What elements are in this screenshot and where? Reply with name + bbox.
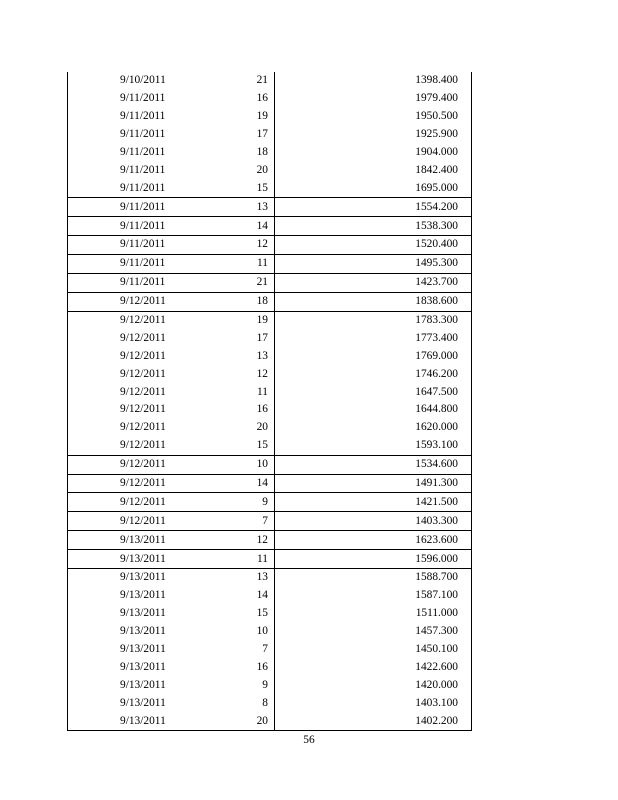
number-cell: 18 <box>218 144 275 162</box>
value-cell: 1495.300 <box>275 254 472 273</box>
date-cell: 9/12/2011 <box>68 311 218 329</box>
date-cell: 9/12/2011 <box>68 512 218 531</box>
value-cell: 1587.100 <box>275 587 472 605</box>
table-row <box>68 254 472 273</box>
table-row <box>68 694 472 712</box>
number-cell: 13 <box>218 198 275 217</box>
value-cell: 1511.000 <box>275 605 472 623</box>
value-cell: 1422.600 <box>275 659 472 677</box>
value-cell: 1773.400 <box>275 329 472 347</box>
value-cell: 1904.000 <box>275 144 472 162</box>
date-cell: 9/11/2011 <box>68 273 218 292</box>
number-cell: 19 <box>218 108 275 126</box>
table-row <box>68 198 472 217</box>
value-cell: 1647.500 <box>275 383 472 401</box>
number-cell: 11 <box>218 254 275 273</box>
date-cell: 9/13/2011 <box>68 694 218 712</box>
table-row <box>68 144 472 162</box>
date-cell: 9/13/2011 <box>68 623 218 641</box>
table-row <box>68 108 472 126</box>
number-cell: 16 <box>218 659 275 677</box>
date-cell: 9/11/2011 <box>68 254 218 273</box>
table-row <box>68 569 472 587</box>
date-cell: 9/12/2011 <box>68 401 218 419</box>
date-cell: 9/12/2011 <box>68 493 218 512</box>
date-cell: 9/13/2011 <box>68 676 218 694</box>
number-cell: 17 <box>218 126 275 144</box>
date-cell: 9/12/2011 <box>68 292 218 311</box>
number-cell: 14 <box>218 217 275 236</box>
date-cell: 9/12/2011 <box>68 347 218 365</box>
date-cell: 9/11/2011 <box>68 217 218 236</box>
value-cell: 1520.400 <box>275 236 472 255</box>
table-row <box>68 641 472 659</box>
value-cell: 1420.000 <box>275 676 472 694</box>
number-cell: 10 <box>218 455 275 474</box>
number-cell: 18 <box>218 292 275 311</box>
date-cell: 9/13/2011 <box>68 605 218 623</box>
value-cell: 1950.500 <box>275 108 472 126</box>
table-row <box>68 512 472 531</box>
value-cell: 1538.300 <box>275 217 472 236</box>
number-cell: 15 <box>218 437 275 455</box>
date-cell: 9/12/2011 <box>68 474 218 493</box>
value-cell: 1842.400 <box>275 161 472 179</box>
table-row <box>68 217 472 236</box>
date-cell: 9/11/2011 <box>68 161 218 179</box>
value-cell: 1450.100 <box>275 641 472 659</box>
date-cell: 9/11/2011 <box>68 179 218 197</box>
date-cell: 9/13/2011 <box>68 712 218 730</box>
data-table <box>67 72 472 731</box>
date-cell: 9/12/2011 <box>68 383 218 401</box>
date-cell: 9/13/2011 <box>68 531 218 550</box>
value-cell: 1596.000 <box>275 550 472 569</box>
number-cell: 14 <box>218 474 275 493</box>
table-row <box>68 126 472 144</box>
value-cell: 1838.600 <box>275 292 472 311</box>
number-cell: 10 <box>218 623 275 641</box>
value-cell: 1403.100 <box>275 694 472 712</box>
table-row <box>68 311 472 329</box>
date-cell: 9/11/2011 <box>68 108 218 126</box>
table-row <box>68 493 472 512</box>
date-cell: 9/12/2011 <box>68 419 218 437</box>
value-cell: 1457.300 <box>275 623 472 641</box>
date-cell: 9/10/2011 <box>68 72 218 90</box>
table-body <box>68 72 472 731</box>
number-cell: 15 <box>218 179 275 197</box>
value-cell: 1593.100 <box>275 437 472 455</box>
date-cell: 9/13/2011 <box>68 587 218 605</box>
number-cell: 8 <box>218 694 275 712</box>
table-row <box>68 712 472 730</box>
date-cell: 9/11/2011 <box>68 198 218 217</box>
value-cell: 1491.300 <box>275 474 472 493</box>
table-row <box>68 474 472 493</box>
number-cell: 17 <box>218 329 275 347</box>
table-row <box>68 90 472 108</box>
date-cell: 9/12/2011 <box>68 329 218 347</box>
value-cell: 1695.000 <box>275 179 472 197</box>
date-cell: 9/13/2011 <box>68 569 218 587</box>
table-row <box>68 273 472 292</box>
date-cell: 9/12/2011 <box>68 365 218 383</box>
table-row <box>68 550 472 569</box>
date-cell: 9/11/2011 <box>68 90 218 108</box>
table-row <box>68 236 472 255</box>
table-row <box>68 383 472 401</box>
value-cell: 1421.500 <box>275 493 472 512</box>
value-cell: 1925.900 <box>275 126 472 144</box>
table-row <box>68 676 472 694</box>
number-cell: 9 <box>218 493 275 512</box>
number-cell: 12 <box>218 236 275 255</box>
table-row <box>68 329 472 347</box>
number-cell: 7 <box>218 641 275 659</box>
table-row <box>68 72 472 90</box>
number-cell: 7 <box>218 512 275 531</box>
value-cell: 1534.600 <box>275 455 472 474</box>
number-cell: 13 <box>218 347 275 365</box>
value-cell: 1769.000 <box>275 347 472 365</box>
page-number: 56 <box>303 734 315 746</box>
table-row <box>68 292 472 311</box>
date-cell: 9/12/2011 <box>68 455 218 474</box>
number-cell: 12 <box>218 365 275 383</box>
table-row <box>68 455 472 474</box>
number-cell: 16 <box>218 90 275 108</box>
number-cell: 20 <box>218 712 275 730</box>
table-row <box>68 623 472 641</box>
value-cell: 1398.400 <box>275 72 472 90</box>
date-cell: 9/13/2011 <box>68 550 218 569</box>
number-cell: 11 <box>218 550 275 569</box>
value-cell: 1979.400 <box>275 90 472 108</box>
value-cell: 1403.300 <box>275 512 472 531</box>
number-cell: 20 <box>218 419 275 437</box>
number-cell: 21 <box>218 72 275 90</box>
table-row <box>68 365 472 383</box>
number-cell: 21 <box>218 273 275 292</box>
table-row <box>68 587 472 605</box>
table-row <box>68 437 472 455</box>
date-cell: 9/11/2011 <box>68 126 218 144</box>
number-cell: 14 <box>218 587 275 605</box>
table-row <box>68 605 472 623</box>
value-cell: 1588.700 <box>275 569 472 587</box>
number-cell: 16 <box>218 401 275 419</box>
table-row <box>68 419 472 437</box>
value-cell: 1402.200 <box>275 712 472 730</box>
value-cell: 1746.200 <box>275 365 472 383</box>
value-cell: 1423.700 <box>275 273 472 292</box>
date-cell: 9/13/2011 <box>68 641 218 659</box>
number-cell: 19 <box>218 311 275 329</box>
number-cell: 12 <box>218 531 275 550</box>
table-row <box>68 531 472 550</box>
table-row <box>68 347 472 365</box>
table-row <box>68 161 472 179</box>
table-row <box>68 401 472 419</box>
value-cell: 1554.200 <box>275 198 472 217</box>
value-cell: 1620.000 <box>275 419 472 437</box>
number-cell: 15 <box>218 605 275 623</box>
date-cell: 9/11/2011 <box>68 236 218 255</box>
table-row <box>68 659 472 677</box>
value-cell: 1644.800 <box>275 401 472 419</box>
table-row <box>68 179 472 197</box>
number-cell: 13 <box>218 569 275 587</box>
date-cell: 9/12/2011 <box>68 437 218 455</box>
value-cell: 1623.600 <box>275 531 472 550</box>
number-cell: 11 <box>218 383 275 401</box>
number-cell: 20 <box>218 161 275 179</box>
value-cell: 1783.300 <box>275 311 472 329</box>
date-cell: 9/11/2011 <box>68 144 218 162</box>
date-cell: 9/13/2011 <box>68 659 218 677</box>
number-cell: 9 <box>218 676 275 694</box>
